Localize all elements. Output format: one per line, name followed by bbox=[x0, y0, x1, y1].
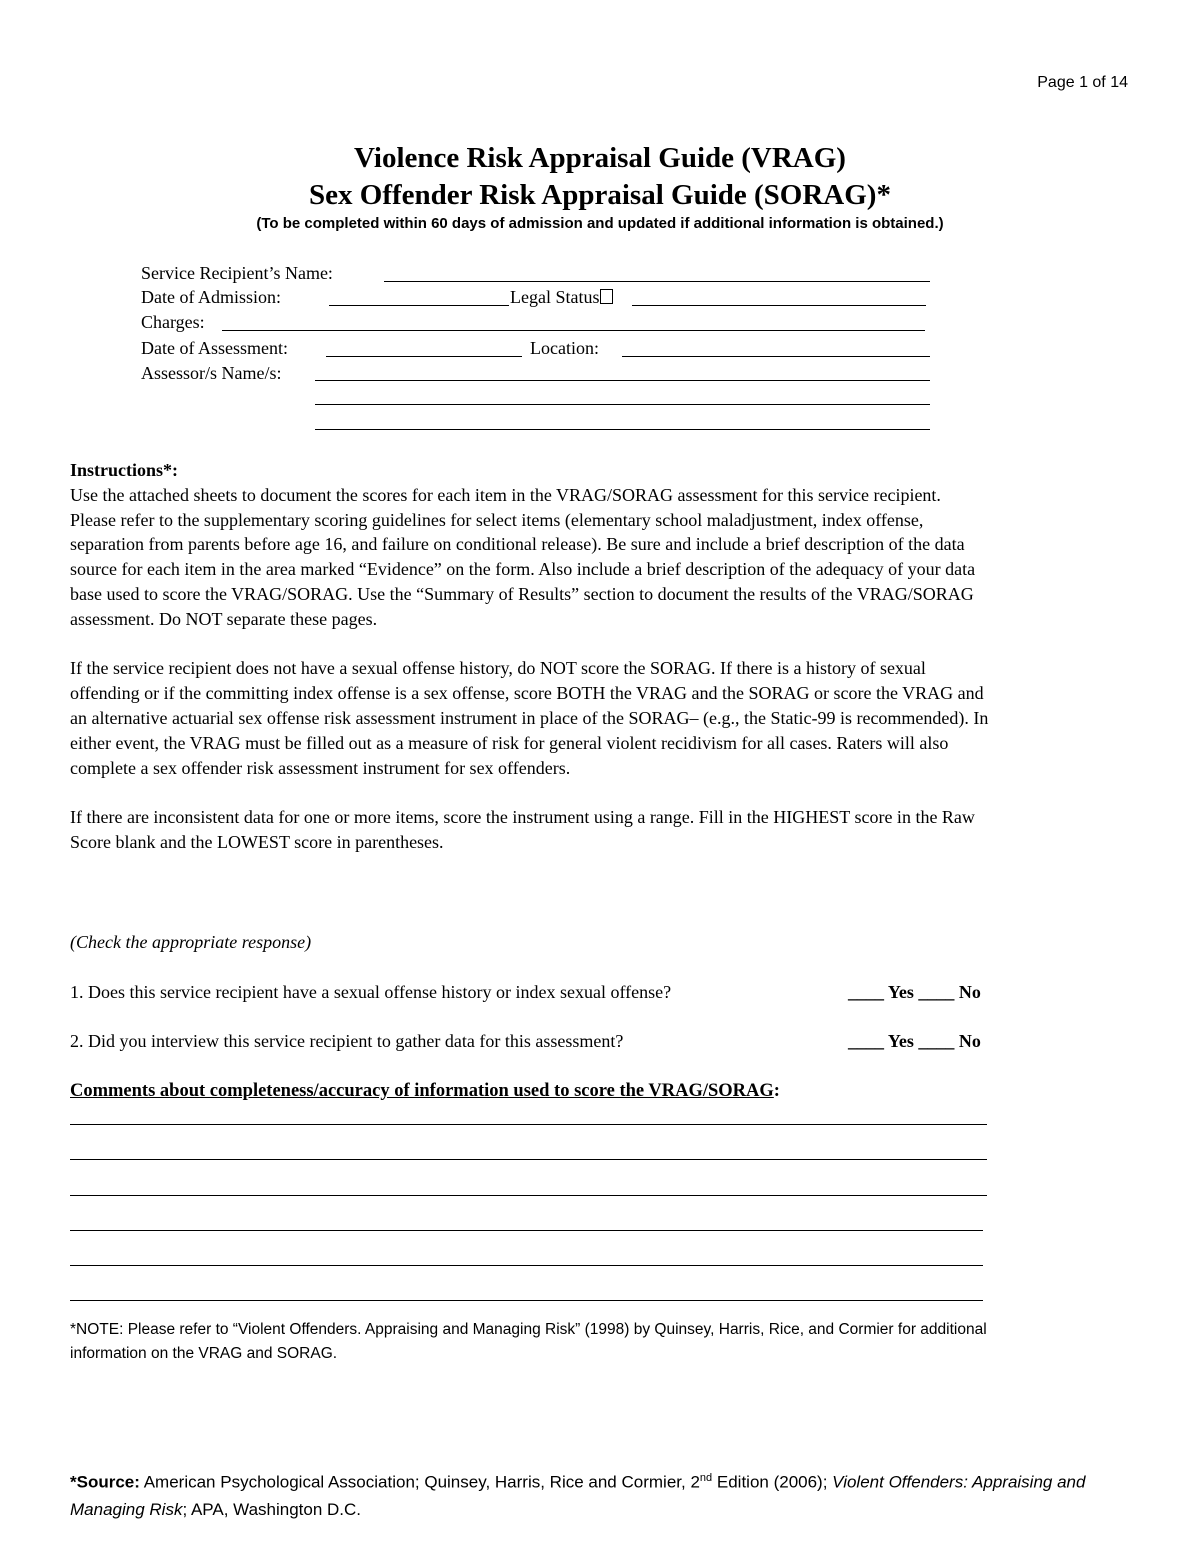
admission-date-label: Date of Admission: bbox=[141, 287, 281, 307]
legal-status-checkbox-icon[interactable] bbox=[600, 289, 613, 304]
comment-line-2[interactable] bbox=[70, 1159, 987, 1160]
comment-line-3[interactable] bbox=[70, 1195, 987, 1196]
legal-status-label: Legal Status bbox=[510, 287, 613, 307]
admission-date-field[interactable] bbox=[329, 305, 509, 306]
assessor-field-1[interactable] bbox=[315, 380, 930, 381]
page-number: Page 1 of 14 bbox=[1037, 74, 1128, 91]
question-1: 1. Does this service recipient have a sexual offense history or index sexual offense? bbox=[70, 982, 672, 1002]
reference-note: *NOTE: Please refer to “Violent Offenders. Appraising and Managing Risk” (1998) by Quinsey, Harris, Rice, and Cormier for additional information on the VRAG and SORAG. bbox=[70, 1321, 987, 1362]
charges-field[interactable] bbox=[222, 330, 925, 331]
instructions-heading: Instructions*: bbox=[70, 460, 179, 480]
location-label: Location: bbox=[530, 338, 599, 358]
charges-label: Charges: bbox=[141, 312, 205, 332]
check-instruction: (Check the appropriate response) bbox=[70, 932, 312, 952]
question-1-answer[interactable]: ____ Yes ____ No bbox=[848, 982, 981, 1002]
assessment-date-field[interactable] bbox=[326, 356, 522, 357]
legal-status-field[interactable] bbox=[632, 305, 926, 306]
source-citation: *Source: American Psychological Association; Quinsey, Harris, Rice and Cormier, 2nd Edition (2006); Violent Offenders: Appraising and Managing Risk; APA, Washington D.C. bbox=[70, 1472, 1086, 1519]
recipient-name-field[interactable] bbox=[384, 281, 930, 282]
question-2-answer[interactable]: ____ Yes ____ No bbox=[848, 1031, 981, 1051]
comment-line-6[interactable] bbox=[70, 1300, 983, 1301]
recipient-name-label: Service Recipient’s Name: bbox=[141, 263, 333, 283]
question-2: 2. Did you interview this service recipient to gather data for this assessment? bbox=[70, 1031, 624, 1051]
comment-line-4[interactable] bbox=[70, 1230, 983, 1231]
title-sorag: Sex Offender Risk Appraisal Guide (SORAG)* bbox=[309, 179, 891, 211]
instructions-paragraph-1: Use the attached sheets to document the scores for each item in the VRAG/SORAG assessment for this service recipient. Please refer to the supplementary scoring guidelines for select items (elementary school maladjustment, index offense, separation from parents before age 16, and failure on conditional release). Be sure and include a brief description of the data source for each item in the area marked “Evidence” on the form. Also include a brief description of the adequacy of your data base used to score the VRAG/SORAG. Use the “Summary of Results” section to document the results of the VRAG/SORAG assessment. Do NOT separate these pages. bbox=[70, 484, 976, 629]
title-vrag: Violence Risk Appraisal Guide (VRAG) bbox=[354, 142, 846, 174]
comment-line-1[interactable] bbox=[70, 1124, 987, 1125]
assessment-date-label: Date of Assessment: bbox=[141, 338, 288, 358]
assessor-field-3[interactable] bbox=[315, 429, 930, 430]
instructions-paragraph-2: If the service recipient does not have a sexual offense history, do NOT score the SORAG. If there is a history of sexual offending or if the committing index offense is a sex offense, score BOTH the VRAG and the SORAG or score the VRAG and an alternative actuarial sex offense risk assessment instrument in place of the SORAG– (e.g., the Static-99 is recommended). In either event, the VRAG must be filled out as a measure of risk for general violent recidivism for all cases. Raters will also complete a sex offender risk assessment instrument for sex offenders. bbox=[70, 658, 989, 778]
instructions-paragraph-3: If there are inconsistent data for one or more items, score the instrument using a range. Fill in the HIGHEST score in the Raw Score blank and the LOWEST score in parentheses. bbox=[70, 807, 975, 852]
assessor-field-2[interactable] bbox=[315, 404, 930, 405]
instructions-section bbox=[70, 458, 990, 855]
assessor-label: Assessor/s Name/s: bbox=[141, 363, 282, 383]
subtitle-instructions: (To be completed within 60 days of admission and updated if additional information is obtained.) bbox=[256, 215, 944, 232]
comments-heading: Comments about completeness/accuracy of information used to score the VRAG/SORAG: bbox=[70, 1081, 780, 1101]
comment-line-5[interactable] bbox=[70, 1265, 983, 1266]
location-field[interactable] bbox=[622, 356, 930, 357]
